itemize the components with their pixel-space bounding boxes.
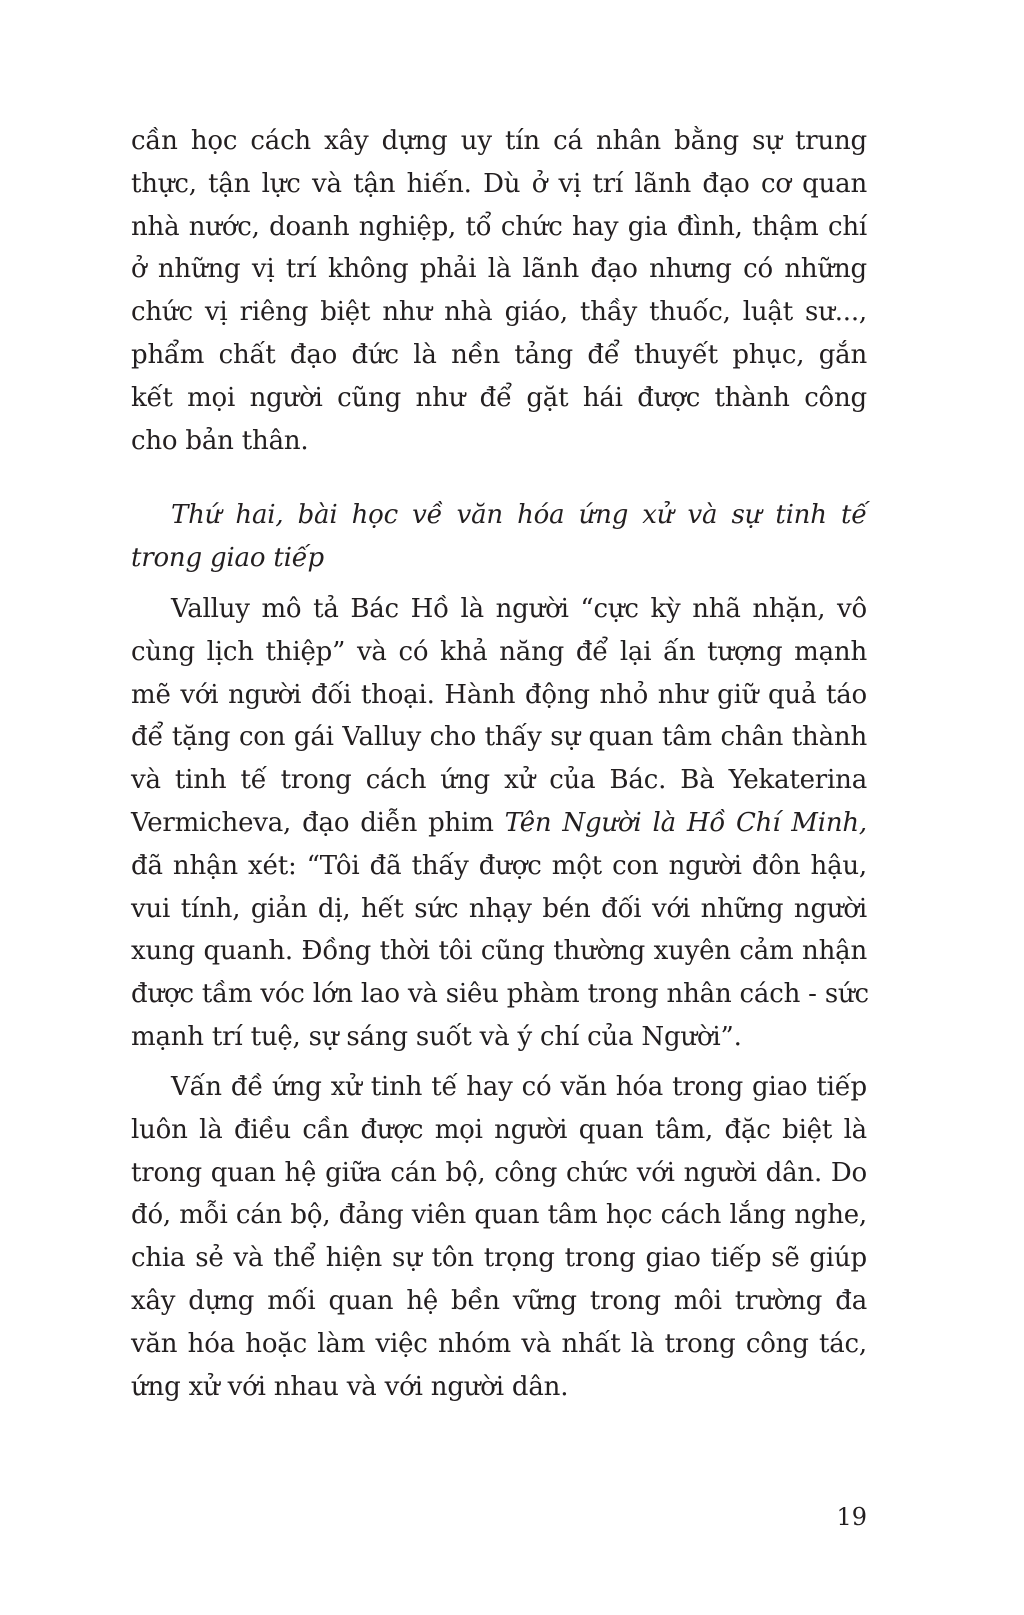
paragraph-2-line-with-film-title: [131, 802, 867, 845]
paragraph-3-line: luôn là điều cần được mọi người quan tâm, đặc biệt là: [131, 1114, 867, 1145]
paragraph-2-line: mẽ với người đối thoại. Hành động nhỏ như giữ quả táo: [131, 679, 867, 710]
paragraph-2-line: mạnh trí tuệ, sự sáng suốt và ý chí của Người”.: [131, 1021, 742, 1052]
paragraph-3-line: chia sẻ và thể hiện sự tôn trọng trong giao tiếp sẽ giúp: [131, 1243, 867, 1274]
paragraph-1-line: chức vị riêng biệt như nhà giáo, thầy thuốc, luật sư...,: [131, 297, 867, 328]
paragraph-2-text: Vermicheva, đạo diễn phim: [131, 807, 505, 838]
paragraph-1-line: nhà nước, doanh nghiệp, tổ chức hay gia đình, thậm chí: [131, 211, 867, 242]
section-heading: [131, 494, 867, 580]
paragraph-1-line: phẩm chất đạo đức là nền tảng để thuyết phục, gắn: [131, 339, 867, 370]
paragraph-3-line: trong quan hệ giữa cán bộ, công chức với người dân. Do: [131, 1157, 867, 1188]
paragraph-2-line: vui tính, giản dị, hết sức nhạy bén đối với những người: [131, 893, 867, 924]
paragraph-1: [131, 120, 867, 462]
section-heading-line: trong giao tiếp: [131, 542, 324, 573]
paragraph-3-line: ứng xử với nhau và với người dân.: [131, 1371, 569, 1402]
section-heading-line: Thứ hai, bài học về văn hóa ứng xử và sự tinh tế: [171, 500, 867, 530]
paragraph-2-line: để tặng con gái Valluy cho thấy sự quan tâm chân thành: [131, 722, 867, 753]
paragraph-2-line: Valluy mô tả Bác Hồ là người “cực kỳ nhã nhặn, vô: [171, 594, 867, 624]
paragraph-1-line: ở những vị trí không phải là lãnh đạo nhưng có những: [131, 254, 867, 285]
paragraph-3: [131, 1066, 867, 1408]
paragraph-1-line: cho bản thân.: [131, 425, 309, 456]
paragraph-1-line: cần học cách xây dựng uy tín cá nhân bằng sự trung: [131, 126, 867, 156]
paragraph-3-line: văn hóa hoặc làm việc nhóm và nhất là trong công tác,: [131, 1328, 867, 1359]
paragraph-2-line: cùng lịch thiệp” và có khả năng để lại ấn tượng mạnh: [131, 636, 867, 667]
paragraph-2: [131, 588, 867, 1059]
paragraph-1-line: kết mọi người cũng như để gặt hái được thành công: [131, 382, 867, 413]
paragraph-2-line: đã nhận xét: “Tôi đã thấy được một con người đôn hậu,: [131, 850, 867, 881]
paragraph-1-line: thực, tận lực và tận hiến. Dù ở vị trí lãnh đạo cơ quan: [131, 168, 867, 199]
paragraph-3-line: đó, mỗi cán bộ, đảng viên quan tâm học cách lắng nghe,: [131, 1200, 867, 1231]
film-title: Tên Người là Hồ Chí Minh,: [504, 807, 867, 838]
paragraph-3-line: Vấn đề ứng xử tinh tế hay có văn hóa trong giao tiếp: [171, 1072, 867, 1102]
paragraph-3-line: xây dựng mối quan hệ bền vững trong môi trường đa: [131, 1285, 867, 1316]
page-number: 19: [836, 1503, 867, 1531]
paragraph-2-line: và tinh tế trong cách ứng xử của Bác. Bà Yekaterina: [131, 765, 867, 796]
paragraph-2-line: xung quanh. Đồng thời tôi cũng thường xuyên cảm nhận: [131, 936, 867, 967]
paragraph-2-line: được tầm vóc lớn lao và siêu phàm trong nhân cách - sức: [131, 979, 869, 1010]
